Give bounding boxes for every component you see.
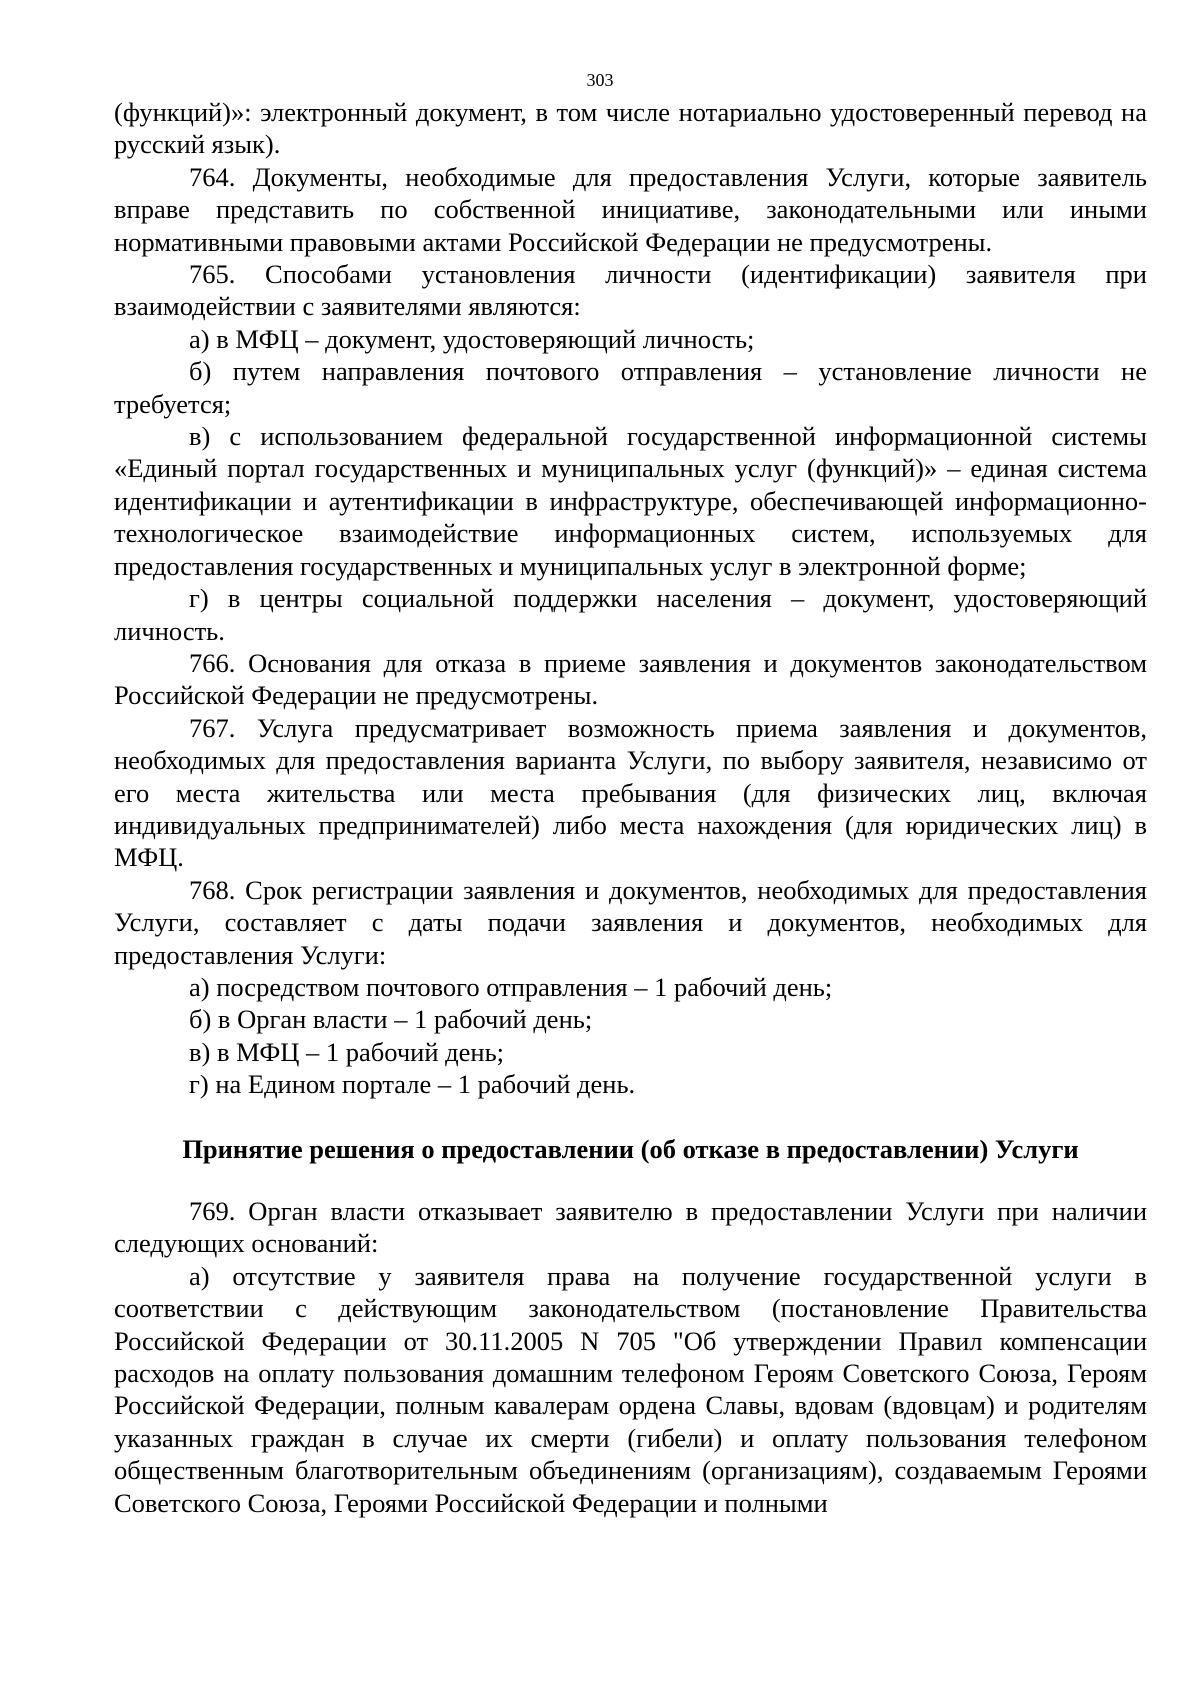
list-item: г) в центры социальной поддержки населения – документ, удостоверяющий личность. [114,583,1147,646]
list-item: б) путем направления почтового отправления – установление личности не требуется; [114,356,1147,419]
paragraph: 767. Услуга предусматривает возможность приема заявления и документов, необходимых для предоставления варианта Услуги, по выбору заявителя, независимо от его места жительства или места пребывания (для физических лиц, включая индивидуальных предпринимателей) либо места нахождения (для юридических лиц) в МФЦ. [114,712,1147,873]
list-item: а) посредством почтового отправления – 1 рабочий день; [189,971,833,1002]
list-item: в) в МФЦ – 1 рабочий день; [189,1036,505,1067]
list-item: а) отсутствие у заявителя права на получение государственной услуги в соответствии с действующим законодательством (постановление Правительства Российской Федерации от 30.11.2005 N 705 "Об утверждении Правил компенсации расходов на оплату пользования домашним телефоном Героям Советского Союза, Героям Российской Федерации, полным кавалерам ордена Славы, вдовам (вдовцам) и родителям указанных граждан в случае их смерти (гибели) и оплату пользования телефоном общественным благотворительным объединениям (организациям), создаваемым Героями Советского Союза, Героями Российской Федерации и полными [114,1260,1147,1518]
list-item: г) на Едином портале – 1 рабочий день. [189,1069,636,1100]
paragraph: 769. Орган власти отказывает заявителю в предоставлении Услуги при наличии следующих оснований: [114,1196,1147,1259]
list-item: в) с использованием федеральной государственной информационной системы «Единый портал государственных и муниципальных услуг (функций)» – единая система идентификации и аутентификации в инфраструктуре, обеспечивающей информационно-технологическое взаимодействие информационных систем, используемых для предоставления государственных и муниципальных услуг в электронной форме; [114,421,1147,581]
paragraph: (функций)»: электронный документ, в том числе нотариально удостоверенный перевод на русский язык). [114,97,1147,160]
section-heading: Принятие решения о предоставлении (об отказе в предоставлении) Услуги [182,1133,1079,1164]
list-item: а) в МФЦ – документ, удостоверяющий личность; [189,323,755,354]
paragraph: 766. Основания для отказа в приеме заявления и документов законодательством Российской Федерации не предусмотрены. [114,647,1147,711]
list-item: б) в Орган власти – 1 рабочий день; [189,1004,593,1035]
document-body [114,96,1147,1519]
paragraph: 765. Способами установления личности (идентификации) заявителя при взаимодействии с заявителями являются: [114,259,1147,322]
page-number: 303 [586,70,614,90]
paragraph: 768. Срок регистрации заявления и документов, необходимых для предоставления Услуги, составляет с даты подачи заявления и документов, необходимых для предоставления Услуги: [114,874,1147,970]
paragraph: 764. Документы, необходимые для предоставления Услуги, которые заявитель вправе представить по собственной инициативе, законодательными или иными нормативными правовыми актами Российской Федерации не предусмотрены. [114,161,1147,257]
